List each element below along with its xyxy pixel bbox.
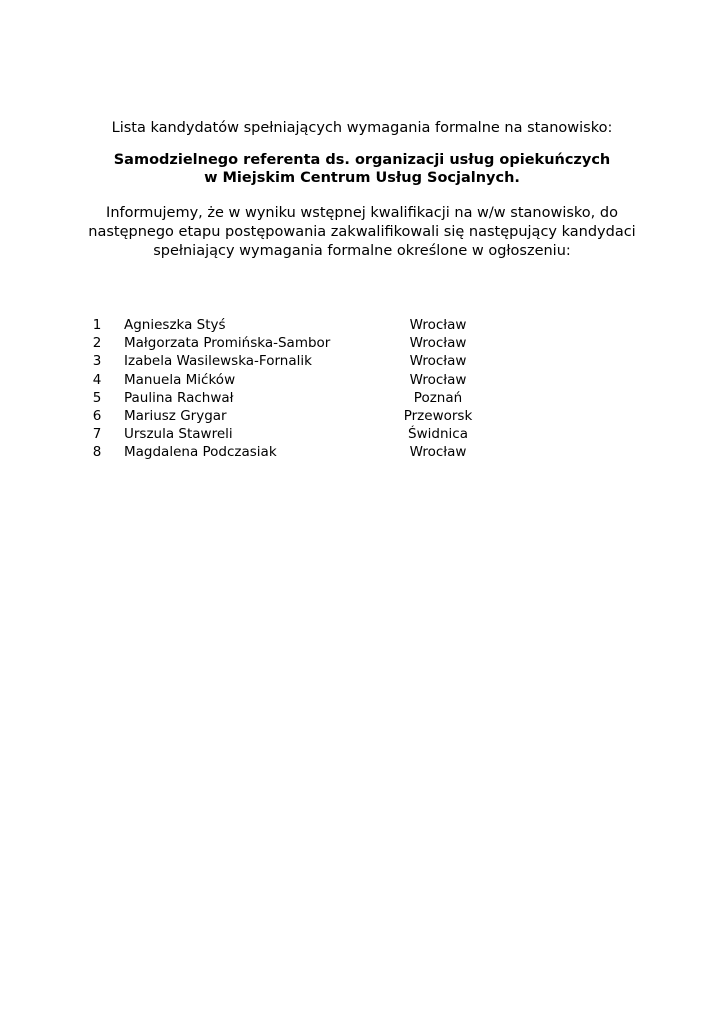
candidate-number: 6: [92, 407, 102, 424]
info-line: Informujemy, że w wyniku wstępnej kwalifikacji na w/w stanowisko, do: [106, 205, 618, 221]
position-title-line: Samodzielnego referenta ds. organizacji usług opiekuńczych: [113, 152, 611, 168]
candidate-name: Małgorzata Promińska-Sambor: [124, 335, 331, 352]
candidate-row: [86, 407, 506, 425]
candidate-row: [86, 316, 506, 334]
candidate-row: [86, 352, 506, 370]
position-title-line: w Miejskim Centrum Usług Socjalnych.: [204, 170, 520, 186]
candidate-city: Wrocław: [409, 317, 467, 333]
info-line: następnego etapu postępowania zakwalifikowali się następujący kandydaci: [88, 224, 636, 240]
candidate-number: 1: [92, 317, 102, 333]
intro-text: Lista kandydatów spełniających wymagania formalne na stanowisko:: [111, 120, 613, 136]
candidate-city: Wrocław: [409, 335, 467, 352]
candidate-number: 2: [92, 335, 102, 352]
candidate-number: 8: [92, 444, 102, 461]
candidate-name: Urszula Stawreli: [124, 426, 233, 443]
candidate-row: [86, 425, 506, 443]
candidate-number: 5: [92, 389, 102, 406]
candidate-list: [86, 316, 506, 462]
candidate-row: [86, 371, 506, 389]
candidate-number: 7: [92, 426, 102, 443]
candidate-name: Magdalena Podczasiak: [124, 444, 277, 461]
candidate-number: 3: [92, 353, 102, 370]
candidate-number: 4: [92, 371, 102, 388]
info-line: spełniający wymagania formalne określone w ogłoszeniu:: [153, 243, 571, 259]
info-paragraph: [70, 204, 654, 261]
candidate-name: Izabela Wasilewska-Fornalik: [124, 353, 312, 370]
candidate-city: Wrocław: [409, 444, 467, 461]
position-title: [0, 151, 724, 187]
candidate-name: Paulina Rachwał: [124, 389, 234, 406]
candidate-city: Wrocław: [409, 353, 467, 370]
candidate-name: Agnieszka Styś: [124, 317, 226, 333]
candidate-name: Mariusz Grygar: [124, 407, 227, 424]
candidate-row: [86, 389, 506, 407]
candidate-city: Poznań: [413, 389, 463, 406]
candidate-name: Manuela Mićków: [124, 371, 236, 388]
candidate-city: Przeworsk: [403, 407, 473, 424]
candidate-row: [86, 443, 506, 461]
candidate-city: Świdnica: [408, 426, 468, 443]
candidate-city: Wrocław: [409, 371, 467, 388]
candidate-row: [86, 334, 506, 352]
